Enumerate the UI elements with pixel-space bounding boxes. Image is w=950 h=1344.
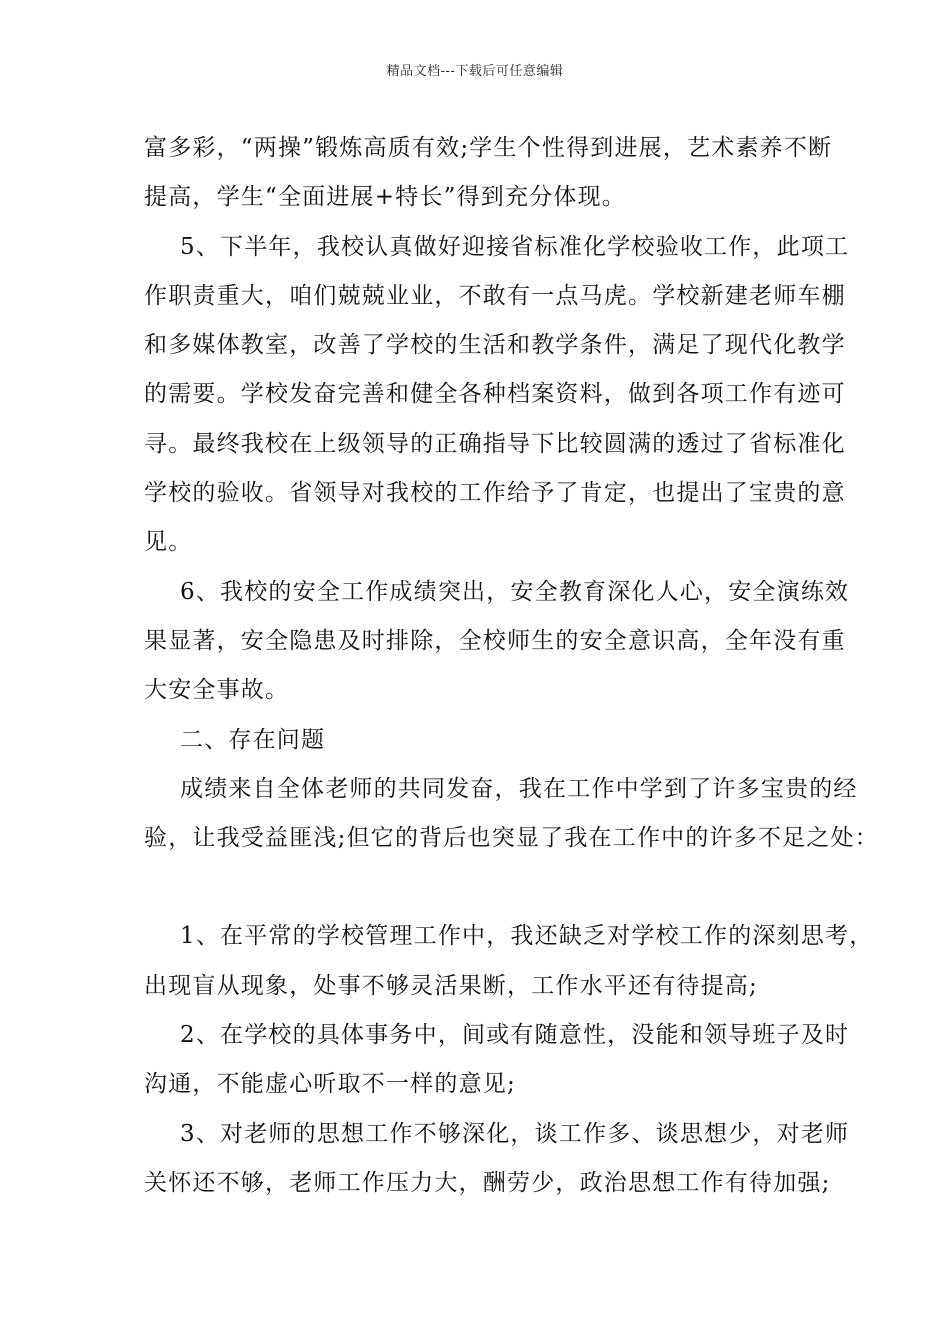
text-line: 果显著，安全隐患及时排除，全校师生的安全意识高，全年没有重 xyxy=(144,627,846,654)
text-line: 大安全事故。 xyxy=(144,677,290,704)
text-line: 见。 xyxy=(144,529,193,556)
text-line: 关怀还不够，老师工作压力大，酬劳少，政治思想工作有待加强; xyxy=(144,1169,831,1196)
paragraph-problem-1 xyxy=(144,912,874,1011)
text-line: 成绩来自全体老师的共同发奋，我在工作中学到了许多宝贵的经 xyxy=(180,775,858,802)
paragraph-item-5 xyxy=(144,223,850,568)
text-line: 1、在平常的学校管理工作中，我还缺乏对学校工作的深刻思考， xyxy=(180,923,874,950)
text-line: 出现盲从现象，处事不够灵活果断，工作水平还有待提高; xyxy=(144,972,758,999)
paragraph-problem-3 xyxy=(144,1110,850,1209)
text-line: 富多彩，“两操”锻炼高质有效;学生个性得到进展，艺术素养不断 xyxy=(144,135,833,161)
paragraph-problem-2 xyxy=(144,1011,850,1110)
text-line: 的需要。学校发奋完善和健全各种档案资料，做到各项工作有迹可 xyxy=(144,381,846,408)
text-line: 3、对老师的思想工作不够深化，谈工作多、谈思想少，对老师 xyxy=(180,1120,850,1147)
text-line: 沟通，不能虚心听取不一样的意见; xyxy=(144,1071,516,1098)
text-line: 验，让我受益匪浅;但它的背后也突显了我在工作中的许多不足之处： xyxy=(144,825,879,852)
page-header: 精品文档---下载后可任意编辑 xyxy=(386,64,564,79)
text-line: 学校的验收。省领导对我校的工作给予了肯定，也提出了宝贵的意 xyxy=(144,480,846,507)
document-body xyxy=(144,124,879,1208)
paragraph-item-6 xyxy=(144,568,850,716)
paragraph-intro-problems xyxy=(144,765,879,864)
blank-line xyxy=(144,863,814,912)
text-line: 2、在学校的具体事务中，间或有随意性，没能和领导班子及时 xyxy=(180,1022,850,1049)
text-line: 提高，学生“全面进展+特长”得到充分体现。 xyxy=(144,184,626,211)
section-heading-problems xyxy=(144,716,814,765)
text-line: 5、下半年，我校认真做好迎接省标准化学校验收工作，此项工 xyxy=(180,233,850,260)
text-line: 6、我校的安全工作成绩突出，安全教育深化人心，安全演练效 xyxy=(180,578,850,605)
text-line: 和多媒体教室，改善了学校的生活和教学条件，满足了现代化教学 xyxy=(144,332,846,359)
heading-line: 二、存在问题 xyxy=(180,726,326,753)
text-line: 作职责重大，咱们兢兢业业，不敢有一点马虎。学校新建老师车棚 xyxy=(144,282,846,309)
paragraph-continuation xyxy=(144,124,833,223)
text-line: 寻。最终我校在上级领导的正确指导下比较圆满的透过了省标准化 xyxy=(144,430,846,457)
